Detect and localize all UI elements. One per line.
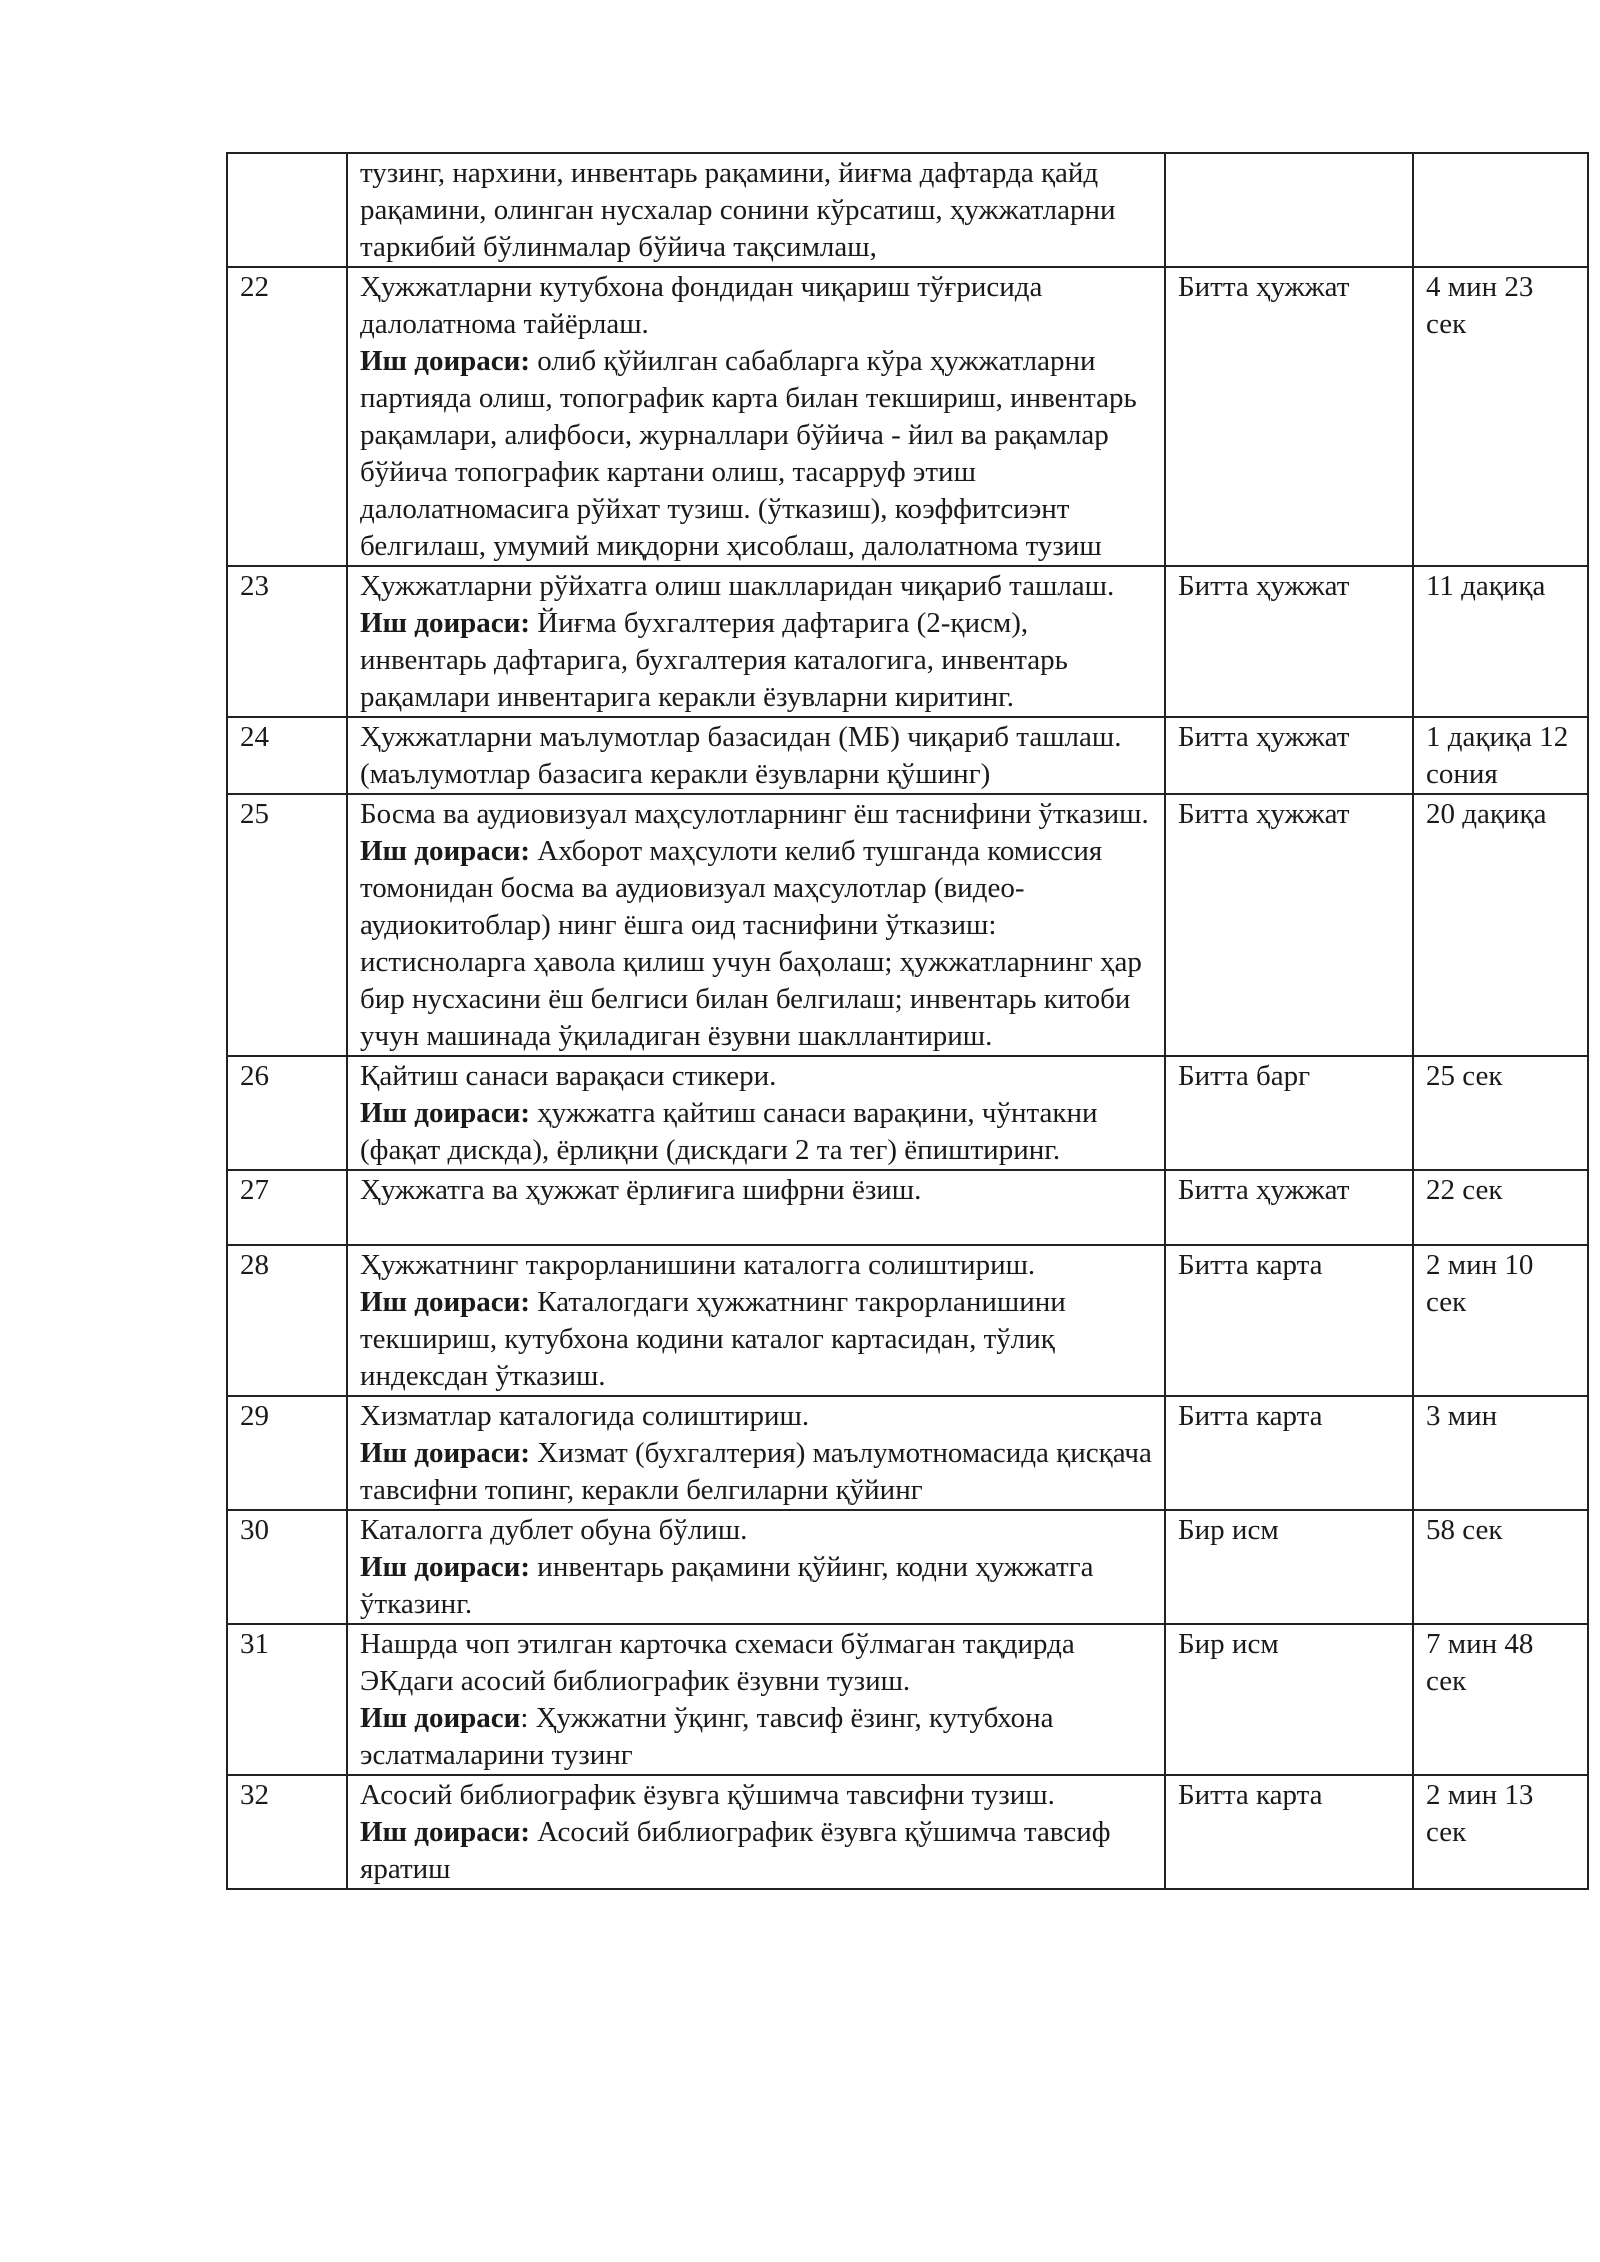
time-norm-cell: 20 дақиқа <box>1413 794 1588 1056</box>
task-title: Босма ва аудиовизуал маҳсулотларнинг ёш таснифини ўтказиш. <box>360 798 1149 830</box>
work-description-cell <box>347 153 1165 267</box>
row-number-cell: 29 <box>227 1396 347 1510</box>
work-description-cell <box>347 566 1165 717</box>
table-row <box>227 267 1588 566</box>
work-scope-text: Асосий библиографик ёзувга қўшимча тавсиф яратиш <box>360 1816 1111 1885</box>
task-title: Ҳужжатларни маълумотлар базасидан (МБ) чиқариб ташлаш. <box>360 721 1122 753</box>
row-number-cell: 30 <box>227 1510 347 1624</box>
table-row <box>227 1624 1588 1775</box>
work-description-cell <box>347 1775 1165 1889</box>
work-scope <box>360 1435 1152 1509</box>
time-norm-cell <box>1413 153 1588 267</box>
row-number-cell: 28 <box>227 1245 347 1396</box>
unit-cell: Битта ҳужжат <box>1165 794 1413 1056</box>
row-number-cell <box>227 153 347 267</box>
unit-cell: Битта ҳужжат <box>1165 267 1413 566</box>
row-number-cell: 26 <box>227 1056 347 1170</box>
unit-cell: Битта карта <box>1165 1775 1413 1889</box>
work-scope-label: Иш доираси: <box>360 835 531 867</box>
unit-cell: Битта карта <box>1165 1245 1413 1396</box>
task-title: Қайтиш санаси варақаси стикери. <box>360 1060 777 1092</box>
unit-cell: Битта ҳужжат <box>1165 1170 1413 1245</box>
time-norm-cell: 7 мин 48 сек <box>1413 1624 1588 1775</box>
table-row <box>227 1056 1588 1170</box>
table-row <box>227 153 1588 267</box>
work-description-cell <box>347 1245 1165 1396</box>
work-description-cell <box>347 267 1165 566</box>
row-number-cell: 25 <box>227 794 347 1056</box>
work-scope-label: Иш доираси: <box>360 607 531 639</box>
work-scope-label: Иш доираси <box>360 1702 521 1734</box>
unit-cell: Бир исм <box>1165 1510 1413 1624</box>
row-number-cell: 22 <box>227 267 347 566</box>
work-scope-label: Иш доираси: <box>360 1816 531 1848</box>
work-scope-label: Иш доираси: <box>360 1286 531 1318</box>
table-row <box>227 1245 1588 1396</box>
task-title: Асосий библиографик ёзувга қўшимча тавсифни тузиш. <box>360 1779 1055 1811</box>
time-norm-cell: 2 мин 10 сек <box>1413 1245 1588 1396</box>
time-norm-cell: 1 дақиқа 12 сония <box>1413 717 1588 794</box>
labor-norms-table <box>226 152 1589 1890</box>
time-norm-cell: 58 сек <box>1413 1510 1588 1624</box>
table-row <box>227 566 1588 717</box>
unit-cell: Бир исм <box>1165 1624 1413 1775</box>
unit-cell: Битта ҳужжат <box>1165 717 1413 794</box>
work-scope <box>360 343 1152 565</box>
table-row <box>227 1170 1588 1245</box>
task-title: Ҳужжатга ва ҳужжат ёрлиғига шифрни ёзиш. <box>360 1174 922 1206</box>
work-scope <box>360 833 1152 1055</box>
task-title: Хизматлар каталогида солиштириш. <box>360 1400 810 1432</box>
time-norm-cell: 25 сек <box>1413 1056 1588 1170</box>
table-row <box>227 1775 1588 1889</box>
work-description-cell <box>347 1056 1165 1170</box>
work-scope <box>360 1549 1152 1623</box>
work-scope <box>360 155 1152 266</box>
row-number-cell: 32 <box>227 1775 347 1889</box>
work-description-cell <box>347 1624 1165 1775</box>
work-scope-text: ҳужжатга қайтиш санаси варақини, чўнтакни (фақат дискда), ёрлиқни (дискдаги 2 та тег) ёпиштиринг. <box>360 1097 1098 1166</box>
unit-cell: Битта ҳужжат <box>1165 566 1413 717</box>
time-norm-cell: 4 мин 23 сек <box>1413 267 1588 566</box>
task-title: Ҳужжатнинг такрорланишини каталогга солиштириш. <box>360 1249 1036 1281</box>
work-scope <box>360 1814 1152 1888</box>
work-scope-text: Хизмат (бухгалтерия) маълумотномасида қисқача тавсифни топинг, керакли белгиларни қўйинг <box>360 1437 1152 1506</box>
work-scope-label: Иш доираси: <box>360 1551 531 1583</box>
work-scope <box>360 1095 1152 1169</box>
work-scope-text: Ахборот маҳсулоти келиб тушганда комиссия томонидан босма ва аудиовизуал маҳсулотлар (видео-аудиокитоблар) нинг ёшга оид таснифини ўтказиш: истиснoларга ҳавола қилиш учун баҳолаш; ҳужжатларнинг ҳар бир нусхасини ёш белгиси билан белгилаш; инвентарь китоби учун машинада ўқиладиган ёзувни шакллантириш. <box>360 835 1142 1052</box>
task-title: Ҳужжатларни рўйхатга олиш шаклларидан чиқариб ташлаш. <box>360 570 1115 602</box>
work-description-cell <box>347 1396 1165 1510</box>
work-description-cell <box>347 794 1165 1056</box>
table-row <box>227 717 1588 794</box>
table-row <box>227 1510 1588 1624</box>
row-number-cell: 31 <box>227 1624 347 1775</box>
time-norm-cell: 3 мин <box>1413 1396 1588 1510</box>
task-title: Ҳужжатларни кутубхона фондидан чиқариш тўғрисида далолатнома тайёрлаш. <box>360 271 1043 340</box>
work-description-cell <box>347 1170 1165 1245</box>
work-scope-text: Каталогдаги ҳужжатнинг такрорланишини текшириш, кутубхона кодини каталог картасидан, тўлиқ индексдан ўтказиш. <box>360 1286 1066 1392</box>
task-title: Каталогга дублет обуна бўлиш. <box>360 1514 748 1546</box>
row-number-cell: 27 <box>227 1170 347 1245</box>
work-scope-label: Иш доираси: <box>360 1437 531 1469</box>
task-title: Нашрда чоп этилган карточка схемаси бўлмаган тақдирда ЭКдаги асосий библиографик ёзувни тузиш. <box>360 1628 1075 1697</box>
row-number-cell: 24 <box>227 717 347 794</box>
work-scope <box>360 756 1152 793</box>
unit-cell: Битта барг <box>1165 1056 1413 1170</box>
work-scope-text: тузинг, нархини, инвентарь рақамини, йиғма дафтарда қайд рақамини, олинган нусхалар сонини кўрсатиш, ҳужжатларни таркибий бўлинмалар бўйича тақсимлаш, <box>360 157 1116 263</box>
time-norm-cell: 2 мин 13 сек <box>1413 1775 1588 1889</box>
work-scope-label: Иш доираси: <box>360 345 531 377</box>
table-body <box>227 153 1588 1889</box>
work-scope-text: : Ҳужжатни ўқинг, тавсиф ёзинг, кутубхона эслатмаларини тузинг <box>360 1702 1054 1771</box>
work-scope-text: олиб қўйилган сабабларга кўра ҳужжатларни партияда олиш, топографик карта билан текшириш, инвентарь рақамлари, алифбоси, журналлари бўйича - йил ва рақамлар бўйича топографик картани олиш, тасарруф этиш далолатномасига рўйхат тузиш. (ўтказиш), коэффитсиэнт белгилаш, умумий миқдорни ҳисоблаш, далолатнома тузиш <box>360 345 1137 562</box>
row-number-cell: 23 <box>227 566 347 717</box>
work-scope-label: Иш доираси: <box>360 1097 531 1129</box>
work-description-cell <box>347 1510 1165 1624</box>
work-scope-text: инвентарь рақамини қўйинг, кодни ҳужжатга ўтказинг. <box>360 1551 1094 1620</box>
table-row <box>227 794 1588 1056</box>
work-description-cell <box>347 717 1165 794</box>
work-scope-text: (маълумотлар базасига керакли ёзувларни қўшинг) <box>360 758 991 790</box>
work-scope <box>360 1284 1152 1395</box>
time-norm-cell: 22 сек <box>1413 1170 1588 1245</box>
unit-cell: Битта карта <box>1165 1396 1413 1510</box>
time-norm-cell: 11 дақиқа <box>1413 566 1588 717</box>
table-row <box>227 1396 1588 1510</box>
unit-cell <box>1165 153 1413 267</box>
work-scope <box>360 605 1152 716</box>
work-scope <box>360 1700 1152 1774</box>
work-scope-text: Йиғма бухгалтерия дафтарига (2-қисм), инвентарь дафтарига, бухгалтерия каталогига, инвентарь рақамлари инвентарига керакли ёзувларни киритинг. <box>360 607 1068 713</box>
